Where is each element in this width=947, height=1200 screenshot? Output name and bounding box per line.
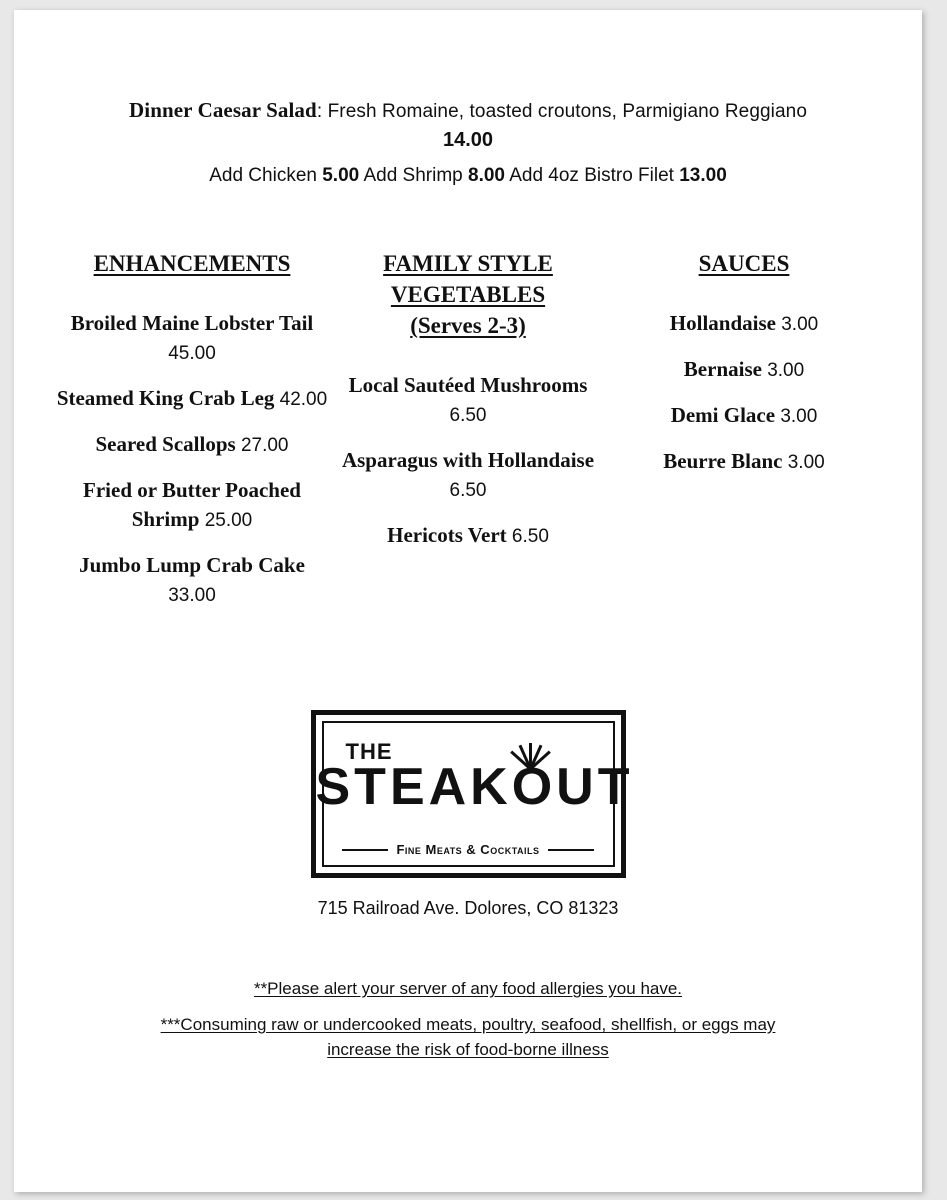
addon-chicken-price: 5.00 (322, 165, 360, 186)
caesar-salad-name: Dinner Caesar Salad (129, 98, 317, 122)
caesar-salad-addons (14, 162, 922, 190)
caesar-salad-price: 14.00 (442, 129, 494, 151)
list-item (54, 430, 330, 460)
logo-the-text: THE (345, 739, 393, 764)
list-item (330, 521, 606, 551)
item-price: 27.00 (240, 435, 289, 456)
restaurant-logo (14, 710, 922, 883)
column-vegetables-heading-main: FAMILY STYLE VEGETABLES (383, 251, 553, 307)
list-item (54, 551, 330, 610)
logo-rule-right (548, 849, 594, 851)
item-price: 6.50 (449, 480, 487, 501)
item-name: Fried or Butter Poached Shrimp (83, 478, 301, 531)
list-item (606, 355, 882, 385)
item-name: Jumbo Lump Crab Cake (79, 553, 305, 577)
column-sauces-heading: SAUCES (698, 251, 790, 276)
list-item (330, 371, 606, 430)
item-name: Bernaise (683, 357, 762, 381)
item-name: Local Sautéed Mushrooms (348, 373, 588, 397)
list-item (54, 384, 330, 414)
item-price: 25.00 (204, 510, 253, 531)
item-name: Hericots Vert (387, 523, 507, 547)
item-price: 3.00 (780, 406, 818, 427)
column-enhancements (54, 248, 330, 626)
raw-food-note (14, 1012, 922, 1062)
list-item (54, 476, 330, 535)
column-enhancements-heading: ENHANCEMENTS (93, 251, 291, 276)
item-price: 6.50 (449, 405, 487, 426)
list-item (606, 401, 882, 431)
item-price: 33.00 (168, 585, 216, 606)
column-sauces-items (606, 309, 882, 477)
list-item (606, 309, 882, 339)
raw-food-note-line2: increase the risk of food-borne illness (327, 1040, 609, 1059)
addon-filet-price: 13.00 (679, 165, 727, 186)
column-vegetables-items (330, 371, 606, 551)
item-name: Beurre Blanc (663, 449, 783, 473)
item-price: 42.00 (279, 389, 328, 410)
list-item (330, 446, 606, 505)
caesar-salad-description: : Fresh Romaine, toasted croutons, Parmigiano Reggiano (316, 101, 807, 122)
column-sauces (606, 248, 882, 493)
logo-tagline (316, 842, 621, 857)
item-name: Asparagus with Hollandaise (341, 448, 595, 472)
item-name: Steamed King Crab Leg (56, 386, 275, 410)
item-name: Seared Scallops (95, 432, 236, 456)
caesar-salad-section (14, 96, 922, 190)
logo-name-text: STEAKOUT (315, 758, 634, 816)
raw-food-note-line1: ***Consuming raw or undercooked meats, poultry, seafood, shellfish, or eggs may (160, 1015, 776, 1034)
item-name: Hollandaise (669, 311, 776, 335)
column-vegetables-heading (368, 248, 568, 341)
item-price: 45.00 (168, 343, 216, 364)
restaurant-address: 715 Railroad Ave. Dolores, CO 81323 (317, 898, 619, 918)
addon-shrimp-label: Add Shrimp (359, 165, 468, 186)
logo-tagline-text: Fine Meats & Cocktails (396, 842, 540, 857)
list-item (606, 447, 882, 477)
item-price: 3.00 (781, 314, 819, 335)
addon-chicken-label: Add Chicken (209, 165, 323, 186)
menu-columns (54, 248, 882, 626)
menu-page (14, 10, 922, 1192)
column-vegetables-heading-suffix: (Serves 2-3) (410, 313, 526, 338)
logo-rule-left (342, 849, 388, 851)
addon-filet-label: Add 4oz Bistro Filet (504, 165, 680, 186)
addon-shrimp-price: 8.00 (468, 165, 505, 186)
allergy-note: **Please alert your server of any food allergies you have. (253, 979, 683, 998)
item-price: 3.00 (787, 452, 825, 473)
column-enhancements-items (54, 309, 330, 610)
footnotes (14, 976, 922, 1062)
caesar-salad-line (14, 96, 922, 126)
item-price: 6.50 (511, 526, 549, 547)
column-family-style-vegetables (330, 248, 606, 567)
item-name: Demi Glace (670, 403, 776, 427)
list-item (54, 309, 330, 368)
item-price: 3.00 (767, 360, 805, 381)
item-name: Broiled Maine Lobster Tail (70, 311, 314, 335)
